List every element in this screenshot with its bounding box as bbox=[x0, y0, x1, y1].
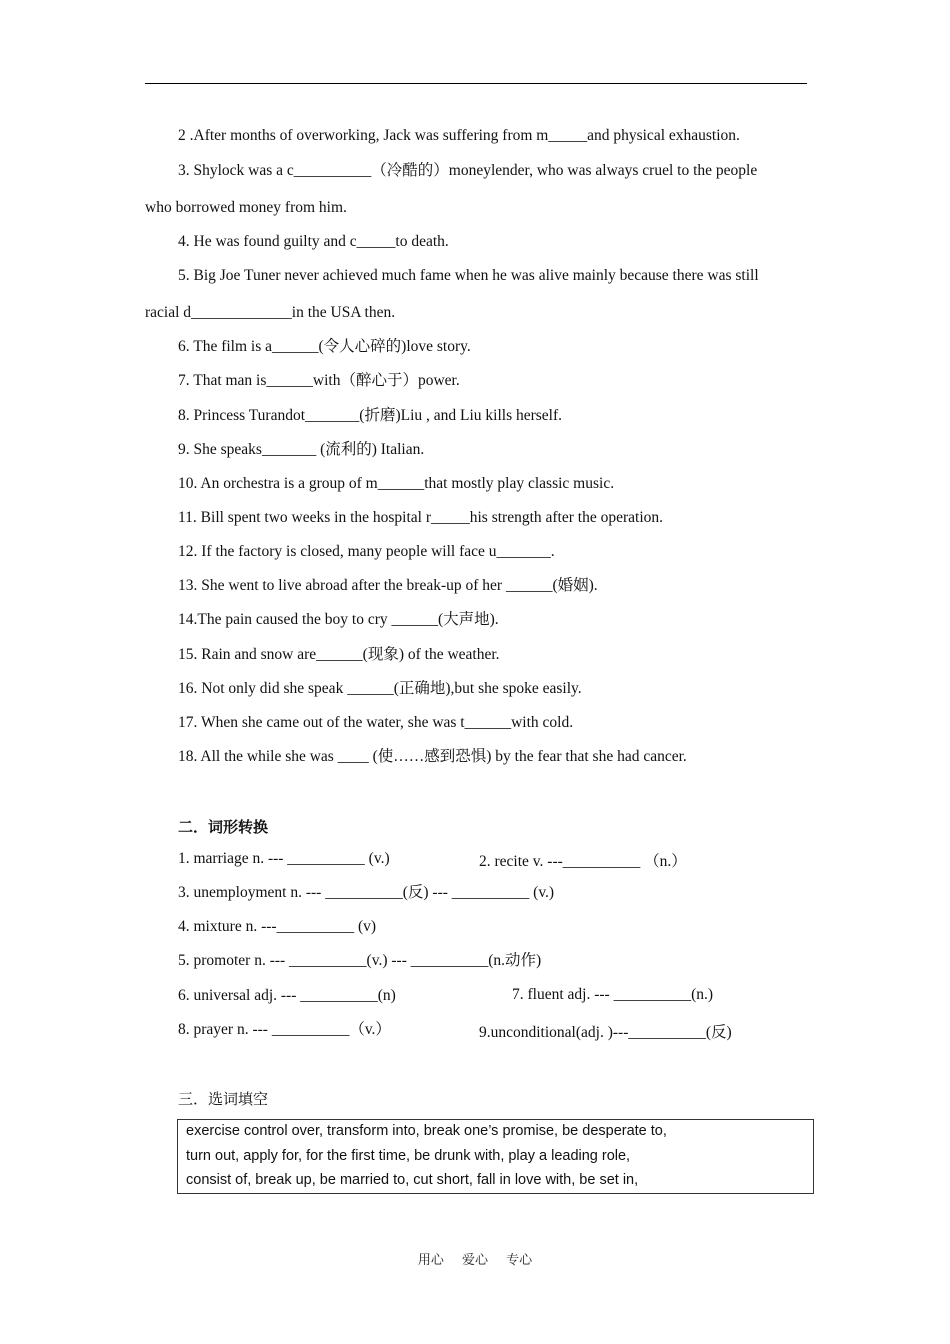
word-form-row-1-right: 2. recite v. ---__________ （n.） bbox=[479, 853, 687, 870]
question-13: 13. She went to live abroad after the break-up of her ______(婚姻). bbox=[178, 577, 598, 594]
question-5: 5. Big Joe Tuner never achieved much fame when he was alive mainly because there was still bbox=[178, 267, 759, 284]
question-15: 15. Rain and snow are______(现象) of the weather. bbox=[178, 646, 500, 663]
word-bank-box bbox=[177, 1119, 814, 1194]
question-17: 17. When she came out of the water, she was t______with cold. bbox=[178, 714, 574, 731]
section-2-heading: 二．词形转换 bbox=[178, 818, 269, 836]
question-6: 6. The film is a______(令人心碎的)love story. bbox=[178, 338, 471, 355]
word-form-row-5-left: 6. universal adj. --- __________(n) bbox=[178, 987, 396, 1004]
question-5-continued: racial d_____________in the USA then. bbox=[145, 304, 396, 321]
question-10: 10. An orchestra is a group of m______that mostly play classic music. bbox=[178, 475, 615, 492]
word-form-row-1-left: 1. marriage n. --- __________ (v.) bbox=[178, 850, 390, 867]
question-3: 3. Shylock was a c__________（冷酷的）moneylender, who was always cruel to the people bbox=[178, 162, 758, 179]
question-12: 12. If the factory is closed, many people will face u_______. bbox=[178, 543, 555, 560]
question-14: 14.The pain caused the boy to cry ______(大声地). bbox=[178, 611, 499, 628]
page-footer: 用心 爱心 专心 bbox=[417, 1253, 533, 1268]
word-bank-line-2: turn out, apply for, for the first time, be drunk with, play a leading role, bbox=[186, 1148, 631, 1164]
word-form-row-5-right: 7. fluent adj. --- __________(n.) bbox=[512, 986, 714, 1003]
section-3-heading: 三．选词填空 bbox=[178, 1090, 269, 1108]
question-2: 2 .After months of overworking, Jack was suffering from m_____and physical exhaustion. bbox=[178, 127, 740, 144]
question-11: 11. Bill spent two weeks in the hospital r_____his strength after the operation. bbox=[178, 509, 664, 526]
question-9: 9. She speaks_______ (流利的) Italian. bbox=[178, 441, 425, 458]
question-7: 7. That man is______with（醉心于）power. bbox=[178, 372, 460, 389]
word-form-row-6-right: 9.unconditional(adj. )---__________(反) bbox=[479, 1024, 732, 1041]
word-form-row-3: 4. mixture n. ---__________ (v) bbox=[178, 918, 377, 935]
header-rule bbox=[145, 83, 807, 84]
word-form-row-4: 5. promoter n. --- __________(v.) --- __________(n.动作) bbox=[178, 952, 542, 969]
question-4: 4. He was found guilty and c_____to death. bbox=[178, 233, 449, 250]
question-18: 18. All the while she was ____ (使……感到恐惧) by the fear that she had cancer. bbox=[178, 748, 687, 765]
question-8: 8. Princess Turandot_______(折磨)Liu , and Liu kills herself. bbox=[178, 407, 563, 424]
question-3-continued: who borrowed money from him. bbox=[145, 199, 347, 216]
word-form-row-6-left: 8. prayer n. --- __________（v.） bbox=[178, 1021, 391, 1038]
question-16: 16. Not only did she speak ______(正确地),but she spoke easily. bbox=[178, 680, 582, 697]
word-bank-line-1: exercise control over, transform into, break one’s promise, be desperate to, bbox=[186, 1123, 667, 1139]
word-form-row-2: 3. unemployment n. --- __________(反) --- __________ (v.) bbox=[178, 884, 555, 901]
word-bank-line-3: consist of, break up, be married to, cut short, fall in love with, be set in, bbox=[186, 1172, 639, 1188]
